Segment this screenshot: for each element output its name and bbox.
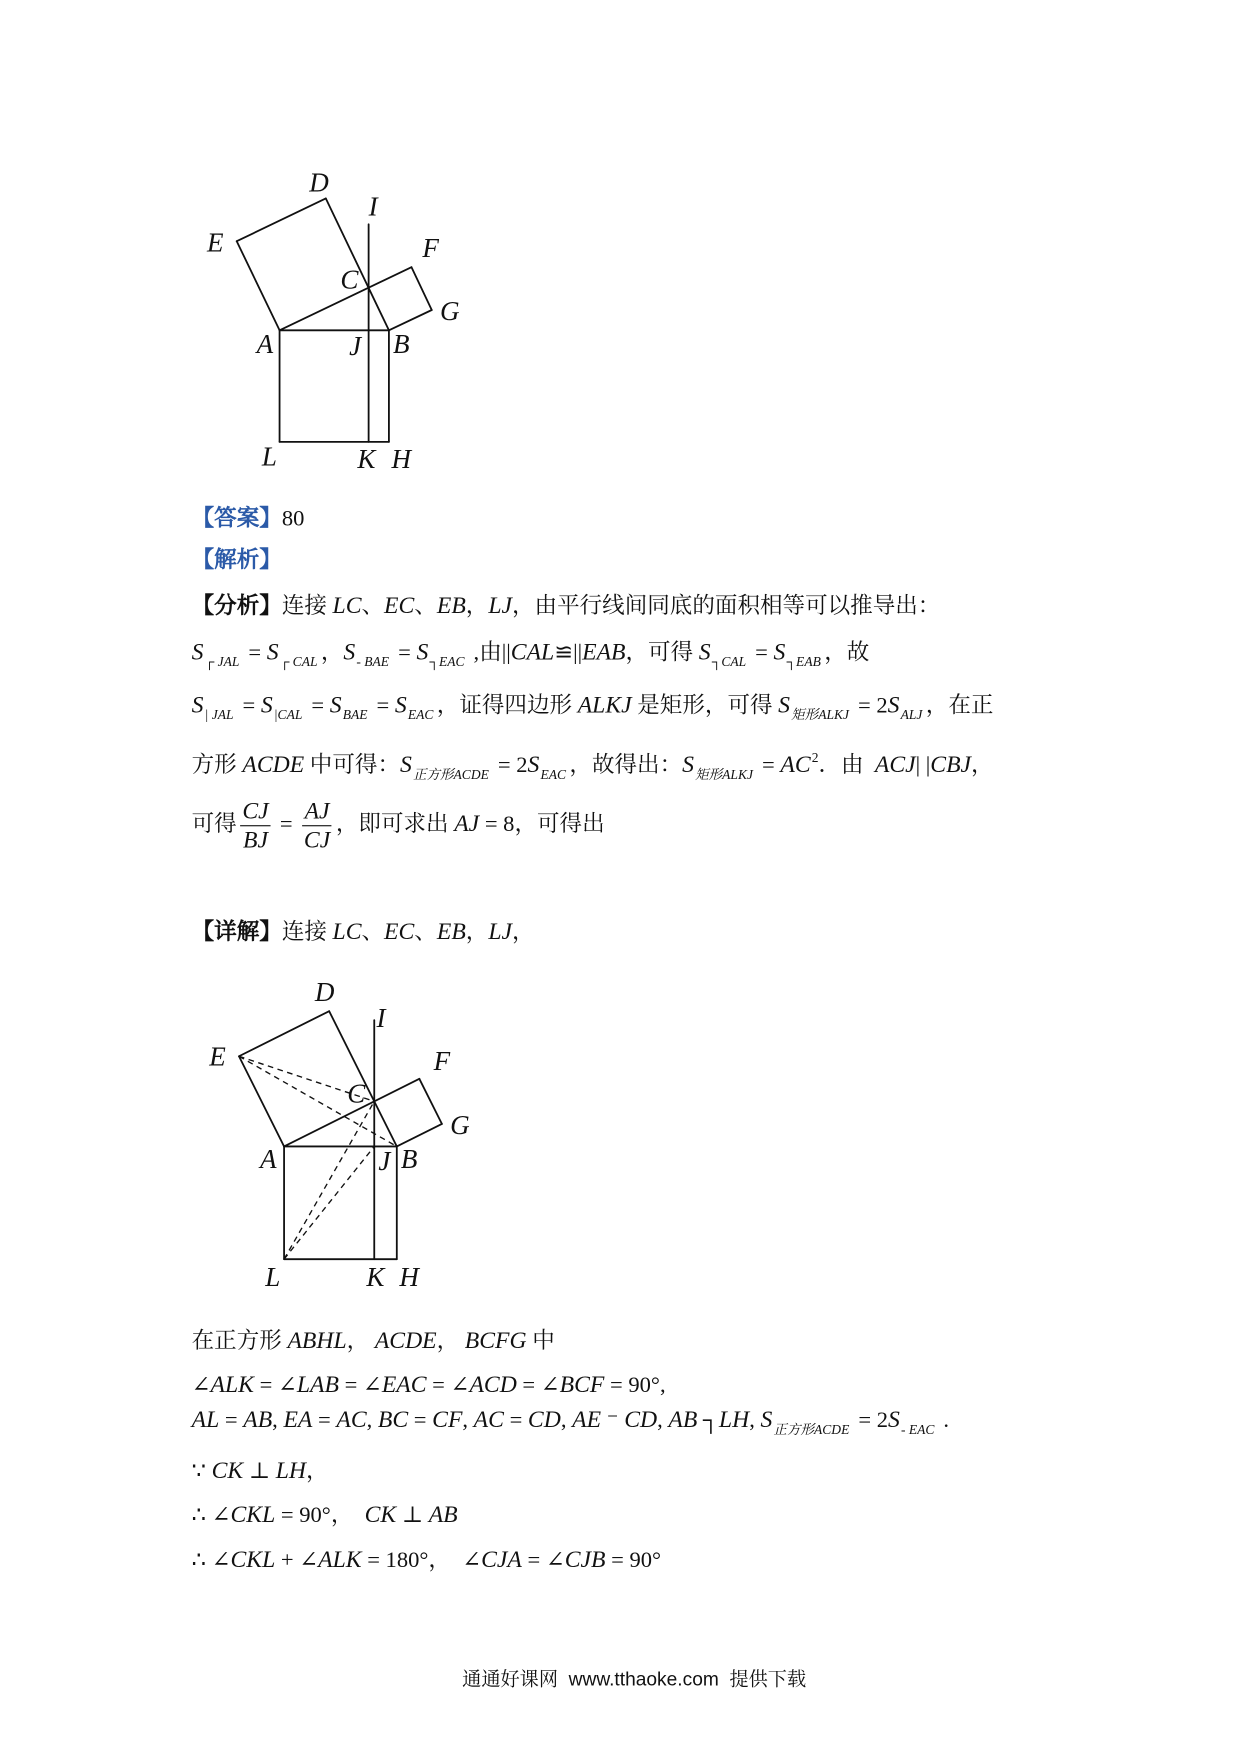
text-run: 、 [414, 919, 437, 945]
text-run: , [560, 1407, 573, 1433]
text-run: , [749, 1407, 761, 1433]
analysis-line [192, 591, 941, 621]
fraction-numerator: AJ [302, 797, 331, 826]
point-label-H: H [399, 1262, 419, 1293]
point-label-C: C [340, 264, 359, 295]
math-variable: CJA [481, 1545, 522, 1573]
text-run: ，在正 [925, 693, 994, 719]
math-variable: EC [384, 591, 415, 619]
text-run: = 2 [852, 1407, 888, 1433]
analysis-line [192, 797, 605, 854]
fraction [302, 797, 333, 854]
text-run: ，即可求出 [335, 811, 455, 837]
point-label-K: K [357, 443, 376, 474]
point-label-J: J [349, 331, 362, 362]
analysis-line [192, 690, 994, 729]
analysis-line [192, 743, 994, 789]
text-run: ≌|| [554, 640, 583, 666]
section-label: 【详解】 [191, 919, 282, 945]
text-run: ， [305, 1458, 329, 1484]
point-label-F: F [433, 1045, 451, 1076]
segment-ED [237, 198, 326, 241]
subscript: ALJ [900, 706, 923, 723]
text-run: , [272, 1407, 284, 1433]
math-variable: CD [624, 1405, 658, 1433]
text-run: = ∠ [426, 1373, 470, 1398]
point-label-I: I [368, 191, 378, 222]
text-run: = [749, 640, 774, 666]
math-variable: CK [364, 1500, 397, 1528]
point-label-I: I [376, 1002, 386, 1033]
math-variable: ALK [318, 1545, 362, 1573]
math-variable: S [416, 638, 429, 666]
math-variable: CBJ [930, 750, 972, 778]
segment-FG [419, 1079, 442, 1124]
text-run: = [312, 1407, 337, 1433]
dashed-segment-LC [284, 1101, 374, 1259]
math-variable: AE [572, 1405, 602, 1433]
proof-line [192, 1544, 661, 1574]
math-variable: LC [332, 591, 362, 619]
text-run: ┐ [697, 1407, 719, 1433]
answer-line [192, 504, 305, 533]
math-variable: CK [211, 1456, 244, 1484]
math-variable: AL [191, 1405, 220, 1433]
detail-heading-line [192, 916, 535, 946]
math-variable: BCFG [464, 1326, 527, 1354]
subscript: ┌ CAL [279, 653, 318, 670]
dashed-segment-LJ [284, 1146, 374, 1259]
text-run: ， [320, 640, 344, 666]
math-variable: LC [332, 917, 362, 945]
text-run: 、 [361, 919, 385, 945]
text-run: = [392, 640, 417, 666]
text-run: = [408, 1407, 433, 1433]
subscript: 矩形ALKJ [695, 766, 753, 783]
math-variable: EB [436, 591, 466, 619]
section-label: 【答案】 [191, 506, 282, 531]
math-variable: CAL [510, 638, 555, 666]
point-label-K: K [366, 1262, 385, 1293]
math-variable: S [191, 691, 204, 719]
text-run: 连接 [281, 594, 333, 619]
math-variable: S [698, 638, 711, 666]
subscript: ‑ BAE [356, 653, 390, 670]
point-label-E: E [207, 227, 224, 258]
math-variable: ACDE [242, 750, 305, 778]
text-run: = [370, 693, 395, 719]
subscript: ┌ JAL [204, 653, 240, 670]
math-variable: ACD [469, 1370, 517, 1398]
text-run: = ∠ [516, 1373, 560, 1398]
text-run: ．由 [818, 753, 875, 778]
point-label-G: G [450, 1110, 470, 1141]
segment-ED [239, 1011, 329, 1056]
math-variable: BCF [559, 1370, 605, 1398]
subscript: 正方形ACDE [412, 766, 489, 783]
text-run: ， [436, 1329, 465, 1354]
math-variable: BC [377, 1405, 409, 1433]
math-variable: AJ [454, 809, 480, 837]
subscript: EAC [407, 706, 434, 723]
text-run: ∴ ∠ [191, 1502, 231, 1528]
point-label-F: F [422, 233, 439, 264]
point-label-D: D [309, 167, 329, 198]
subscript: EAC [540, 766, 567, 783]
math-variable: CF [432, 1405, 463, 1433]
text-run: ∵ [191, 1458, 212, 1484]
text-run: , [366, 1407, 378, 1433]
text-run: + ∠ [275, 1547, 319, 1573]
text-run: = [503, 1407, 528, 1433]
point-label-B: B [400, 1143, 418, 1174]
proof-line [192, 1499, 458, 1529]
math-variable: AB [243, 1405, 273, 1433]
text-run: = [274, 811, 299, 837]
math-variable: S [887, 1405, 900, 1433]
math-variable: S [773, 638, 786, 666]
segment-FG [411, 267, 431, 310]
text-run: = 180°， ∠ [361, 1547, 482, 1573]
math-variable: ALK [210, 1370, 254, 1398]
subscript: ┐CAL [711, 653, 747, 670]
text-run: = 90°， [275, 1502, 365, 1528]
math-variable: LJ [488, 591, 512, 619]
math-variable: AC [780, 750, 811, 778]
math-variable: S [887, 691, 900, 719]
text-run: ∴ ∠ [191, 1547, 231, 1573]
point-label-A: A [256, 328, 274, 359]
math-variable: AC [473, 1405, 504, 1433]
math-variable: EAC [381, 1370, 427, 1398]
math-variable: ABHL [287, 1326, 347, 1354]
text-run: 在正方形 [191, 1329, 288, 1354]
point-label-E: E [209, 1041, 226, 1072]
subscript: 正方形ACDE [773, 1421, 850, 1438]
text-run: 、 [361, 594, 385, 619]
fraction-denominator: BJ [243, 826, 268, 854]
text-run: , [657, 1407, 669, 1433]
math-variable: EB [436, 917, 466, 945]
text-run: = [242, 640, 267, 666]
section-label: 【分析】 [191, 594, 282, 619]
text-run: ， [971, 753, 994, 778]
fraction-numerator: CJ [240, 797, 271, 826]
math-variable: S [191, 638, 204, 666]
fraction-denominator: CJ [303, 826, 331, 854]
text-run: 方形 [191, 753, 243, 778]
page-footer: 通通好课网 www.tthaoke.com 提供下载 [462, 1668, 807, 1690]
text-run: . [937, 1407, 950, 1433]
math-variable: S [329, 691, 342, 719]
text-run: ， [465, 919, 489, 945]
point-label-A: A [260, 1143, 277, 1174]
subscript: | JAL [204, 706, 234, 723]
subscript: BAE [342, 706, 368, 723]
text-run: = [756, 753, 781, 778]
text-run: 中 [526, 1329, 555, 1354]
text-run: , [462, 1407, 474, 1433]
math-variable: AC [336, 1405, 367, 1433]
math-variable: S [260, 691, 273, 719]
point-label-L: L [261, 441, 277, 472]
text-run: ，证得四边形 [436, 693, 578, 719]
point-label-B: B [393, 328, 410, 359]
proof-line [192, 1326, 555, 1356]
point-label-J: J [378, 1146, 391, 1177]
text-run: = 90° [605, 1547, 662, 1573]
segment-GB [389, 310, 432, 330]
proof-line [192, 1405, 949, 1444]
segment-EA [239, 1056, 284, 1146]
math-variable: CJB [564, 1545, 606, 1573]
text-run: ⊥ [396, 1502, 429, 1528]
math-variable: S [760, 1405, 773, 1433]
subscript: ‑ EAC [900, 1421, 935, 1438]
proof-line [192, 1370, 666, 1400]
math-variable: S [778, 691, 791, 719]
text-run: = ∠ [521, 1547, 565, 1573]
point-label-H: H [391, 443, 412, 474]
math-variable: LH [275, 1456, 306, 1484]
math-variable: EA [283, 1405, 313, 1433]
point-label-D: D [314, 977, 335, 1008]
text-run: 中可得： [304, 753, 400, 778]
math-variable: LAB [296, 1370, 339, 1398]
math-variable: ALKJ [577, 691, 632, 719]
text-run: ,由|| [467, 640, 511, 666]
math-variable: LH [718, 1405, 750, 1433]
analysis-heading [192, 546, 282, 575]
text-run: = 90°, [604, 1373, 666, 1398]
subscript: ┐EAC [429, 653, 465, 670]
math-variable: S [527, 750, 540, 778]
text-run: = ∠ [338, 1373, 382, 1398]
text-run: = 8，可得出 [479, 811, 605, 837]
figure-1-diagram [192, 163, 485, 484]
text-run: = [219, 1407, 244, 1433]
math-variable: S [682, 750, 694, 778]
math-variable: ACJ [874, 750, 916, 778]
section-label: 【解析】 [191, 547, 282, 573]
text-run: = 2 [852, 693, 888, 719]
math-variable: EC [384, 917, 415, 945]
point-label-G: G [440, 296, 460, 327]
math-variable: LJ [488, 917, 512, 945]
math-variable: AB [668, 1405, 698, 1433]
text-run: ， [511, 919, 535, 945]
subscript: |CAL [273, 706, 303, 723]
math-variable: EAB [582, 638, 626, 666]
point-label-C: C [347, 1078, 366, 1109]
fraction [240, 797, 271, 854]
math-variable: S [394, 691, 407, 719]
text-run: = 2 [492, 753, 528, 778]
figure-2-diagram [192, 975, 485, 1296]
analysis-line [192, 637, 870, 676]
superscript: 2 [811, 749, 819, 766]
subscript: ┐EAB [786, 653, 821, 670]
text-run: ⁻ [601, 1407, 625, 1433]
text-run: ，可得 [625, 640, 699, 666]
text-run: 连接 [281, 919, 333, 945]
text-run: 80 [281, 506, 305, 531]
text-run: = [305, 693, 330, 719]
text-run: ， [465, 594, 489, 619]
math-variable: CD [527, 1405, 561, 1433]
text-run: = [236, 693, 261, 719]
math-variable: S [266, 638, 279, 666]
text-run: ，由平行线间同底的面积相等可以推导出： [511, 594, 941, 619]
text-run: ∠ [191, 1373, 211, 1398]
text-run: 可得 [191, 811, 237, 837]
math-variable: ACDE [374, 1326, 437, 1354]
text-run: ，故得出： [569, 753, 683, 778]
text-run: ，故 [824, 640, 870, 666]
math-variable: S [399, 750, 412, 778]
math-variable: CKL [230, 1545, 276, 1573]
math-variable: S [343, 638, 356, 666]
text-run: | | [915, 753, 931, 778]
segment-EA [237, 241, 280, 330]
text-run: ， [346, 1329, 375, 1354]
text-run: 、 [414, 594, 437, 619]
text-run: 是矩形，可得 [631, 693, 779, 719]
text-run: ⊥ [243, 1458, 276, 1484]
math-variable: CKL [230, 1500, 276, 1528]
text-run: = ∠ [253, 1373, 297, 1398]
math-variable: AB [428, 1500, 458, 1528]
subscript: 矩形ALKJ [791, 706, 850, 723]
point-label-L: L [265, 1262, 281, 1293]
proof-line [192, 1455, 329, 1485]
